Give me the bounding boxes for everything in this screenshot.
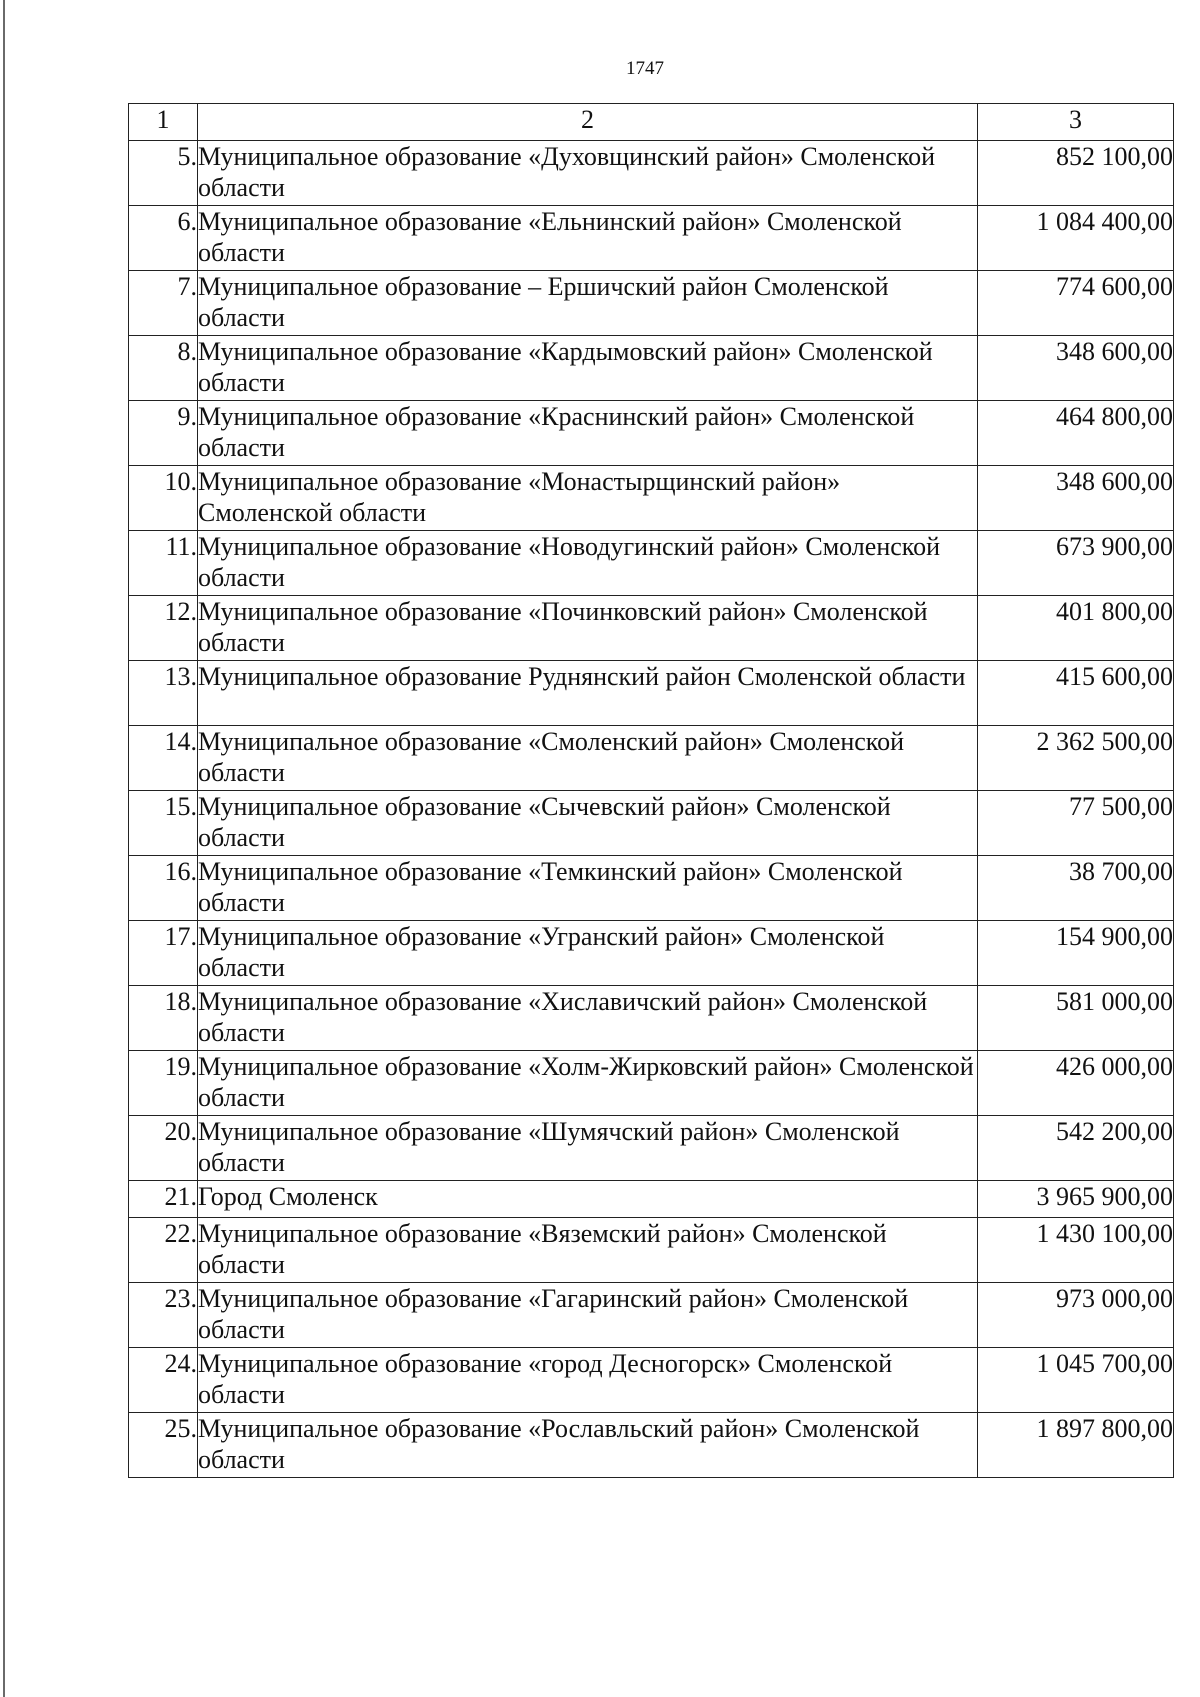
amount-value: 3 965 900,00: [978, 1181, 1174, 1218]
row-number: 11.: [129, 531, 198, 596]
amount-value: 673 900,00: [978, 531, 1174, 596]
amount-value: 348 600,00: [978, 336, 1174, 401]
row-number: 22.: [129, 1218, 198, 1283]
row-number: 24.: [129, 1348, 198, 1413]
row-number: 17.: [129, 921, 198, 986]
row-number: 25.: [129, 1413, 198, 1478]
table-row: [129, 986, 1174, 1051]
table-row: [129, 661, 1174, 726]
amount-value: 1 897 800,00: [978, 1413, 1174, 1478]
row-number: 20.: [129, 1116, 198, 1181]
municipality-name: Муниципальное образование «Новодугинский район» Смоленской области: [198, 531, 978, 596]
amount-value: 542 200,00: [978, 1116, 1174, 1181]
row-number: 16.: [129, 856, 198, 921]
row-number: 7.: [129, 271, 198, 336]
municipality-name: Муниципальное образование – Ершичский район Смоленской области: [198, 271, 978, 336]
page-left-edge: [3, 0, 5, 1697]
table-row: [129, 1413, 1174, 1478]
amount-value: 2 362 500,00: [978, 726, 1174, 791]
table-header-row: [129, 104, 1174, 141]
table-row: [129, 1218, 1174, 1283]
table-body: [129, 141, 1174, 1478]
table-row: [129, 921, 1174, 986]
amount-value: 1 084 400,00: [978, 206, 1174, 271]
row-number: 9.: [129, 401, 198, 466]
municipality-name: Муниципальное образование «Монастырщинский район» Смоленской области: [198, 466, 978, 531]
municipality-name: Муниципальное образование «Угранский район» Смоленской области: [198, 921, 978, 986]
municipality-name: Муниципальное образование «Сычевский район» Смоленской области: [198, 791, 978, 856]
municipality-name: Муниципальное образование «Вяземский район» Смоленской области: [198, 1218, 978, 1283]
municipality-name: Муниципальное образование «Смоленский район» Смоленской области: [198, 726, 978, 791]
municipality-name: Муниципальное образование «Ельнинский район» Смоленской области: [198, 206, 978, 271]
row-number: 19.: [129, 1051, 198, 1116]
row-number: 21.: [129, 1181, 198, 1218]
header-column-number: 1: [129, 104, 198, 141]
row-number: 5.: [129, 141, 198, 206]
header-column-sum: 3: [978, 104, 1174, 141]
table-row: [129, 856, 1174, 921]
table-row: [129, 271, 1174, 336]
page-number: 1747: [626, 58, 664, 79]
amount-value: 1 045 700,00: [978, 1348, 1174, 1413]
municipality-name: Муниципальное образование «Холм-Жирковский район» Смоленской области: [198, 1051, 978, 1116]
row-number: 10.: [129, 466, 198, 531]
municipality-name: Муниципальное образование «город Десногорск» Смоленской области: [198, 1348, 978, 1413]
municipality-name: Муниципальное образование «Кардымовский район» Смоленской области: [198, 336, 978, 401]
amount-value: 77 500,00: [978, 791, 1174, 856]
amount-value: 464 800,00: [978, 401, 1174, 466]
header-column-name: 2: [198, 104, 978, 141]
table-row: [129, 466, 1174, 531]
row-number: 12.: [129, 596, 198, 661]
amount-value: 348 600,00: [978, 466, 1174, 531]
amount-value: 973 000,00: [978, 1283, 1174, 1348]
municipality-name: Муниципальное образование «Темкинский район» Смоленской области: [198, 856, 978, 921]
municipality-name: Муниципальное образование «Рославльский район» Смоленской области: [198, 1413, 978, 1478]
amount-value: 38 700,00: [978, 856, 1174, 921]
municipality-name: Муниципальное образование «Шумячский район» Смоленской области: [198, 1116, 978, 1181]
table-row: [129, 1051, 1174, 1116]
table-row: [129, 531, 1174, 596]
table-row: [129, 1348, 1174, 1413]
table-row: [129, 336, 1174, 401]
table-row: [129, 596, 1174, 661]
row-number: 8.: [129, 336, 198, 401]
table-row: [129, 401, 1174, 466]
table-row: [129, 141, 1174, 206]
amount-value: 852 100,00: [978, 141, 1174, 206]
amount-value: 426 000,00: [978, 1051, 1174, 1116]
table-row: [129, 726, 1174, 791]
municipality-name: Муниципальное образование «Духовщинский район» Смоленской области: [198, 141, 978, 206]
amount-value: 581 000,00: [978, 986, 1174, 1051]
row-number: 15.: [129, 791, 198, 856]
amount-value: 774 600,00: [978, 271, 1174, 336]
row-number: 13.: [129, 661, 198, 726]
amount-value: 415 600,00: [978, 661, 1174, 726]
amount-value: 154 900,00: [978, 921, 1174, 986]
municipality-name: Город Смоленск: [198, 1181, 978, 1218]
table-row: [129, 1116, 1174, 1181]
table-row: [129, 791, 1174, 856]
municipality-name: Муниципальное образование «Починковский район» Смоленской области: [198, 596, 978, 661]
row-number: 23.: [129, 1283, 198, 1348]
municipality-name: Муниципальное образование «Краснинский район» Смоленской области: [198, 401, 978, 466]
row-number: 6.: [129, 206, 198, 271]
row-number: 14.: [129, 726, 198, 791]
municipality-name: Муниципальное образование Руднянский район Смоленской области: [198, 661, 978, 726]
table-row: [129, 1181, 1174, 1218]
allocation-table: [128, 103, 1174, 1478]
municipality-name: Муниципальное образование «Гагаринский район» Смоленской области: [198, 1283, 978, 1348]
table-row: [129, 206, 1174, 271]
amount-value: 1 430 100,00: [978, 1218, 1174, 1283]
table-row: [129, 1283, 1174, 1348]
municipality-name: Муниципальное образование «Хиславичский район» Смоленской области: [198, 986, 978, 1051]
row-number: 18.: [129, 986, 198, 1051]
amount-value: 401 800,00: [978, 596, 1174, 661]
